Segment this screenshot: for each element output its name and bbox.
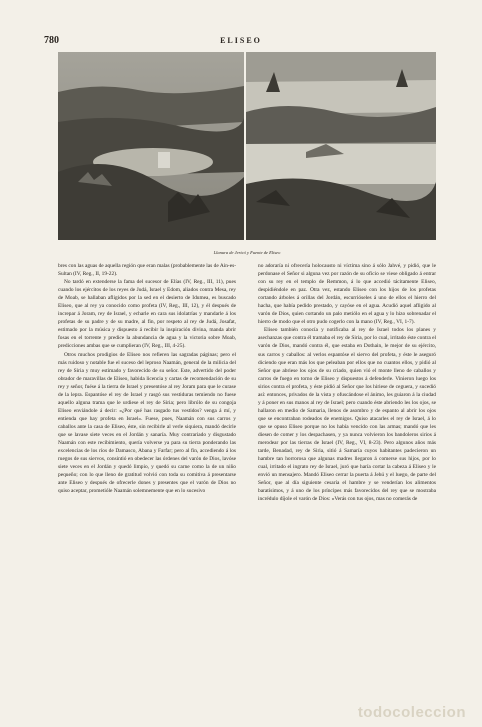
- landscape-photo-left: [58, 52, 244, 240]
- text-column-right: [258, 262, 436, 503]
- paragraph: no adoraría ni ofrecería holocausto ni víctima sino á sólo Jahvé, y pidió, que le perdonase el Señor si alguna vez por razón de su oficio se viese obligado á entrar con su rey en el templo de Remmon, á lo que accedió tácitamente Eliseo, despidiéndole en paz. Otra vez, estando Eliseo con los hijos de los profetas cortando árboles á orillas del Jordán, escurrióseles á uno de ellos el hierro del hacha, que había pedido prestado, y cayóse en el agua. Acudió aquel afligido al varón de Dios, quien cortando un palo metiólo en el agua y lo hizo sobrenadar el hierro de modo que el otro pudo cogerlo con la mano (IV, Reg., VI, 1-7).: [258, 263, 436, 326]
- landscape-photo-right: [246, 52, 436, 240]
- paragraph: Otros muchos prodigios de Eliseo nos refieren las sagradas páginas; pero el más ruidoso y notable fue el suceso del leproso Naamán, general de la milicia del rey de Siria y muy estimado y favorecido de su señor. Este, advertido del poder obrador de maravillas de Eliseo, habida licencia y cartas de recomendación de su rey y señor, fuése á la tierra de Israel y presentóse al rey Joram para que le curase de la lepra. Espantóse el rey de Israel y rasgó sus vestiduras temiendo no fuese aquello alguna trama que le urdiese el rey de Siria; pero librólo de su congoja Eliseo enviándole á decir: «¿Por qué has rasgado tus vestidos? venga á mí, y entienda que hay profeta en Israel». Fuese, pues, Naamán con sus carros y caballos ante la casa de Eliseo, éste, sin recibirle al verle siquiera, mandó decirle que se lavase siete veces en el Jordán y sanaría. Muy contrariado y disgustado Naamán con este recibimiento, quería volverse ya para su tierra ponderando las excelencias de los ríos de Damasco, Abana y Farfar; pero al fin, accediendo á los ruegos de sus siervos, consintió en obedecer las órdenes del varón de Dios, lavóse siete veces en el Jordán y quedó limpio, y quedó su carne como la de un niño pequeño; con lo que lleno de gratitud volvió con toda su comitiva á presentarse ante Eliseo y después de ofrecerle dones y presentes que el varón de Dios no quiso aceptar, prometióle Naamán solemnemente que en lo sucesivo: [58, 351, 236, 495]
- photo-elisha-fountain: [246, 52, 436, 240]
- photo-jericho-plain: [58, 52, 244, 240]
- text-column-left: [58, 262, 236, 495]
- running-title: ELISEO: [220, 36, 262, 45]
- paragraph: No tardó en extenderse la fama del sucesor de Elías (IV, Reg., III, 11), pues cuando los ejércitos de los reyes de Judá, Israel y Edom, aliados contra Mesa, rey de Moab, se hallaban afligidos por la sed en el desierto de Idumea, es buscado Eliseo, que al rey ya conocido como profeta (IV, Reg., III, 12), y él después de increpar á Joram, rey de Israel, y echarle en cara sus idolatrías y mandarle á los profetas de su padre y de su madre, al fin, por respeto al rey de Judá, Josafat, estimado por la música y dispuesto á recibir la inspiración divina, manda abrir fosas en el torrente y predice la abundancia de agua y la victoria sobre Moab, predicciones ambas que se cumplieran (IV, Reg., III, 4-25).: [58, 279, 236, 350]
- paragraph: Eliseo también conocía y notificaba al rey de Israel todos los planes y asechanzas que contra él tramaba el rey de Siria, por lo cual, irritado éste contra el varón de Dios, mandó contra él, que estaba en Dothain, le mejor de su ejército, sus carros y caballos: al verlos espantóse el siervo del profeta, y éste le aseguró diciendo que eran más los que peleaban por ellos que no cuantos ellos, y pidió al Señor que abriese los ojos de su criado, quien vió el monte lleno de caballos y carros de fuego en torno de Eliseo y dispuestos á defenderle. Vinieron luego los sirios contra el profeta, y éste pidió al Señor que los hiriese de ceguera, y sucedió así: entonces, privados de la vista y ofuscándose el ánimo, les guiaron á la ciudad y á poner en sus manos al rey de Israel; pero cuando éste abriendo les los ojos, se hallaron en medio de Samaria, llenos de asombro y de espanto al abrir los ojos que se encontraban rodeados de enemigos. Quiso atacarles el rey de Israel, á lo que se opuso Eliseo porque no los había vencido con las armas; mandó que les diesen de comer y los despachasen, y ya nunca volvieron los bandoleros sirios á merodear por las tierras de Israel (IV, Reg., VI, 8-23). Pero algunos años más tarde, Benadad, rey de Siria, sitió á Samaría cuyos habitantes padecieron un hambre tan horrorosa que algunas madres llegaron á comerse sus hijos, por lo cual, irritado el ingrato rey de Israel, juró que haría cortar la cabeza á Eliseo y le envió un mensajero. Mandó Eliseo cerrar la puerta á Jehú y el luego, de parte del Señor, que al día siguiente cesaría el hambre y se venderían los alimentos baratísimos, y á uno de los príncipes más favorecidos del rey que se mostraba incrédulo díjole el varón de Dios: «Verás con tus ojos, mas no comerás de: [258, 327, 436, 503]
- figure-caption: Llanura de Jericó y Fuente de Eliseo: [213, 250, 281, 255]
- page-number: 780: [44, 35, 59, 46]
- paragraph: bres con las aguas de aquella región que eran malas (probablemente las de Ain-es-Sultan (IV, Reg., II, 19-22).: [58, 263, 236, 278]
- watermark-logo: todocoleccion: [357, 704, 466, 721]
